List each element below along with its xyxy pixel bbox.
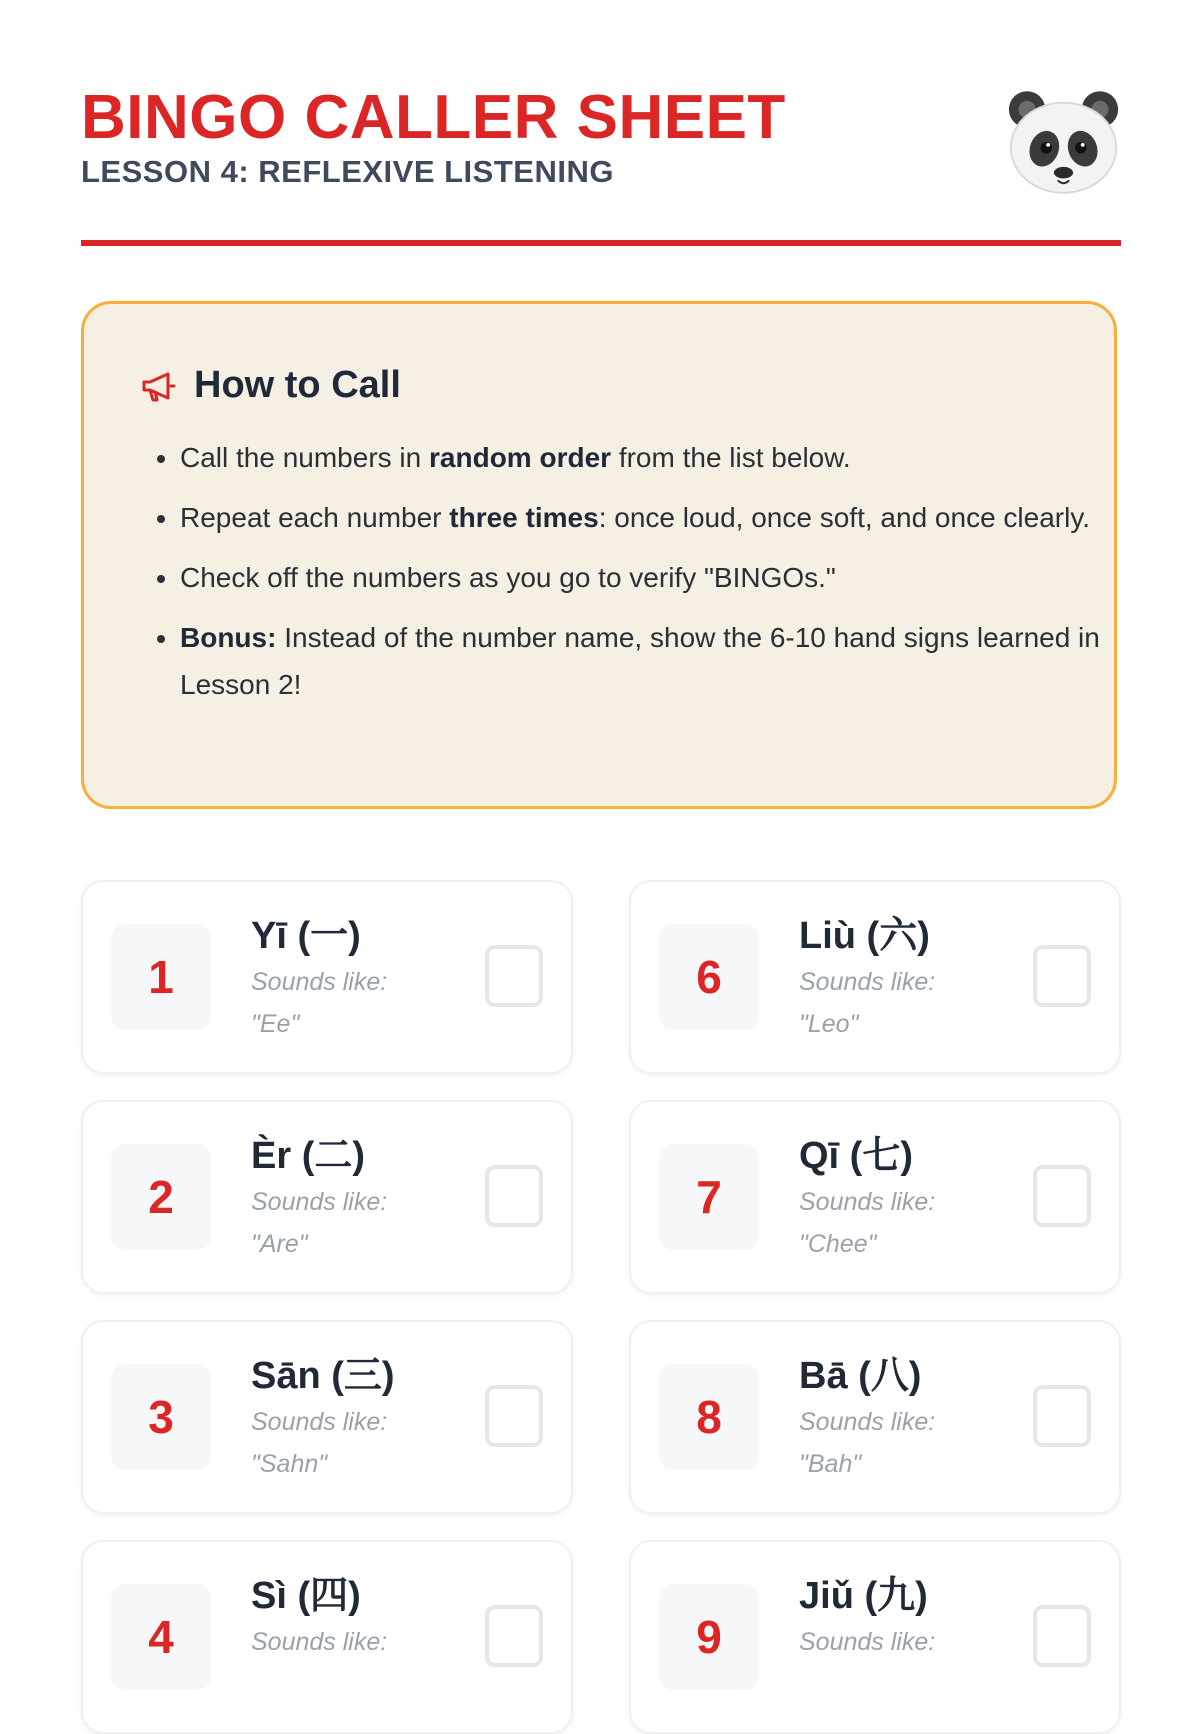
number-card-9 [629, 1540, 1121, 1734]
number-info [251, 1132, 461, 1264]
sheet-header [81, 82, 1121, 242]
check-off-box[interactable] [485, 945, 543, 1007]
sounds-like-value: "Are" [251, 1230, 308, 1258]
how-to-call-heading [140, 364, 401, 407]
number-name: Liù (六) [799, 915, 930, 957]
instruction-item: • Call the numbers in random order from the list below. [180, 434, 1100, 481]
check-off-box[interactable] [1033, 1605, 1091, 1667]
sounds-like-label: Sounds like: [251, 1188, 388, 1216]
check-off-box[interactable] [1033, 1385, 1091, 1447]
number-badge: 9 [659, 1584, 759, 1690]
sounds-like-value: "Chee" [799, 1230, 877, 1258]
number-card-2 [81, 1100, 573, 1294]
number-info [251, 1572, 461, 1662]
lesson-subtitle: LESSON 4: REFLEXIVE LISTENING [81, 154, 614, 189]
number-name: Yī (一) [251, 915, 361, 957]
check-off-box[interactable] [485, 1165, 543, 1227]
number-badge: 2 [111, 1144, 211, 1250]
number-name: Qī (七) [799, 1135, 913, 1177]
number-info [251, 1352, 461, 1484]
number-badge: 4 [111, 1584, 211, 1690]
number-badge: 6 [659, 924, 759, 1030]
sounds-like-value: "Sahn" [251, 1450, 328, 1478]
sounds-like-value: "Leo" [799, 1010, 859, 1038]
sounds-like-label: Sounds like: [799, 968, 936, 996]
check-off-box[interactable] [485, 1385, 543, 1447]
number-card-8 [629, 1320, 1121, 1514]
number-name: Jiǔ (九) [799, 1575, 928, 1617]
number-badge: 8 [659, 1364, 759, 1470]
number-info [799, 1572, 1009, 1662]
number-badge: 3 [111, 1364, 211, 1470]
number-card-6 [629, 880, 1121, 1074]
instruction-list [134, 434, 1100, 721]
panda-icon [1006, 88, 1121, 196]
sounds-like-label: Sounds like: [799, 1628, 936, 1656]
number-card-4 [81, 1540, 573, 1734]
header-divider [81, 240, 1121, 246]
number-name: Sì (四) [251, 1575, 361, 1617]
number-name: Sān (三) [251, 1355, 395, 1397]
number-name: Èr (二) [251, 1135, 366, 1177]
number-badge: 1 [111, 924, 211, 1030]
instruction-item: • Check off the numbers as you go to verify "BINGOs." [180, 554, 1100, 601]
check-off-box[interactable] [1033, 1165, 1091, 1227]
megaphone-icon [140, 368, 176, 404]
number-info [799, 1132, 1009, 1264]
number-info [799, 1352, 1009, 1484]
sounds-like-value: "Ee" [251, 1010, 300, 1038]
number-name: Bā (八) [799, 1355, 922, 1397]
number-info [799, 912, 1009, 1044]
number-card-1 [81, 880, 573, 1074]
sounds-like-label: Sounds like: [799, 1408, 936, 1436]
number-card-3 [81, 1320, 573, 1514]
number-info [251, 912, 461, 1044]
how-to-call-title: How to Call [194, 364, 401, 406]
sounds-like-label: Sounds like: [251, 968, 388, 996]
sounds-like-label: Sounds like: [251, 1408, 388, 1436]
number-card-7 [629, 1100, 1121, 1294]
sounds-like-label: Sounds like: [799, 1188, 936, 1216]
number-badge: 7 [659, 1144, 759, 1250]
instruction-item: • Repeat each number three times: once loud, once soft, and once clearly. [180, 494, 1100, 541]
how-to-call-panel [81, 301, 1117, 809]
page-title: BINGO CALLER SHEET [81, 83, 786, 152]
check-off-box[interactable] [1033, 945, 1091, 1007]
sounds-like-value: "Bah" [799, 1450, 862, 1478]
instruction-item: • Bonus: Instead of the number name, show the 6-10 hand signs learned in Lesson 2! [180, 614, 1100, 708]
check-off-box[interactable] [485, 1605, 543, 1667]
sounds-like-label: Sounds like: [251, 1628, 388, 1656]
